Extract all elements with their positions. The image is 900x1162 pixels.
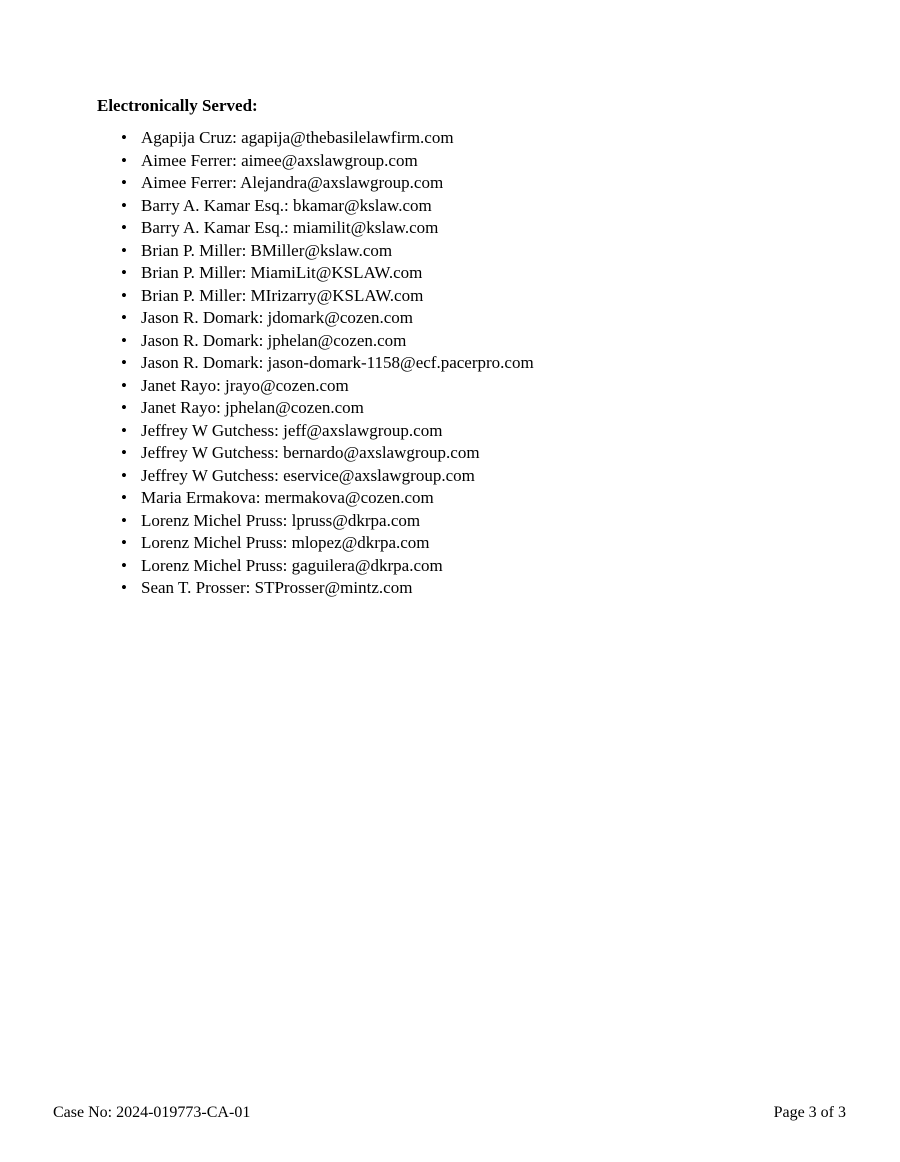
served-entry-text: Janet Rayo: jrayo@cozen.com <box>141 375 349 395</box>
list-item <box>121 218 534 241</box>
list-item <box>121 308 534 331</box>
served-entry-text: Aimee Ferrer: aimee@axslawgroup.com <box>141 150 418 170</box>
bullet-icon: • <box>121 173 127 192</box>
list-item <box>121 488 534 511</box>
bullet-icon: • <box>121 218 127 237</box>
bullet-icon: • <box>121 510 127 530</box>
served-parties-list <box>121 128 534 601</box>
bullet-icon: • <box>121 240 127 260</box>
served-entry-text: Jason R. Domark: jason-domark-1158@ecf.pacerpro.com <box>141 353 534 372</box>
served-entry-text: Jason R. Domark: jdomark@cozen.com <box>141 308 414 327</box>
served-entry-text: Barry A. Kamar Esq.: bkamar@kslaw.com <box>141 195 432 215</box>
bullet-icon: • <box>121 375 127 395</box>
list-item <box>121 556 534 579</box>
served-entry-text: Jeffrey W Gutchess: eservice@axslawgroup.com <box>141 465 475 485</box>
list-item <box>121 421 534 444</box>
bullet-icon: • <box>121 578 127 597</box>
bullet-icon: • <box>121 398 127 417</box>
list-item <box>121 398 534 421</box>
bullet-icon: • <box>121 533 127 552</box>
served-entry-text: Jeffrey W Gutchess: jeff@axslawgroup.com <box>141 420 443 440</box>
list-item <box>121 263 534 286</box>
list-item <box>121 353 534 376</box>
bullet-icon: • <box>121 128 127 147</box>
list-item <box>121 511 534 534</box>
served-entry-text: Sean T. Prosser: STProsser@mintz.com <box>141 578 413 597</box>
page-number: Page 3 of 3 <box>773 1104 846 1121</box>
bullet-icon: • <box>121 465 127 485</box>
section-heading: Electronically Served: <box>97 96 258 115</box>
case-number: Case No: 2024-019773-CA-01 <box>53 1104 251 1121</box>
list-item <box>121 376 534 399</box>
served-entry-text: Barry A. Kamar Esq.: miamilit@kslaw.com <box>141 218 439 237</box>
served-entry-text: Brian P. Miller: BMiller@kslaw.com <box>141 240 393 260</box>
served-entry-text: Maria Ermakova: mermakova@cozen.com <box>141 488 434 507</box>
bullet-icon: • <box>121 488 127 507</box>
list-item <box>121 151 534 174</box>
list-item <box>121 578 534 601</box>
served-entry-text: Brian P. Miller: MIrizarry@KSLAW.com <box>141 285 424 305</box>
list-item <box>121 331 534 354</box>
served-entry-text: Aimee Ferrer: Alejandra@axslawgroup.com <box>141 173 444 192</box>
bullet-icon: • <box>121 353 127 372</box>
list-item <box>121 241 534 264</box>
bullet-icon: • <box>121 420 127 440</box>
list-item <box>121 196 534 219</box>
list-item <box>121 128 534 151</box>
bullet-icon: • <box>121 555 127 575</box>
bullet-icon: • <box>121 308 127 327</box>
served-entry-text: Brian P. Miller: MiamiLit@KSLAW.com <box>141 263 423 282</box>
bullet-icon: • <box>121 330 127 350</box>
list-item <box>121 443 534 466</box>
served-entry-text: Jeffrey W Gutchess: bernardo@axslawgroup.com <box>141 443 480 462</box>
served-entry-text: Lorenz Michel Pruss: lpruss@dkrpa.com <box>141 510 421 530</box>
bullet-icon: • <box>121 443 127 462</box>
served-entry-text: Jason R. Domark: jphelan@cozen.com <box>141 330 407 350</box>
list-item <box>121 533 534 556</box>
list-item <box>121 466 534 489</box>
bullet-icon: • <box>121 285 127 305</box>
bullet-icon: • <box>121 263 127 282</box>
bullet-icon: • <box>121 195 127 215</box>
list-item <box>121 286 534 309</box>
served-entry-text: Agapija Cruz: agapija@thebasilelawfirm.com <box>141 128 454 147</box>
bullet-icon: • <box>121 150 127 170</box>
served-entry-text: Lorenz Michel Pruss: gaguilera@dkrpa.com <box>141 555 443 575</box>
served-entry-text: Janet Rayo: jphelan@cozen.com <box>141 398 364 417</box>
list-item <box>121 173 534 196</box>
served-entry-text: Lorenz Michel Pruss: mlopez@dkrpa.com <box>141 533 430 552</box>
